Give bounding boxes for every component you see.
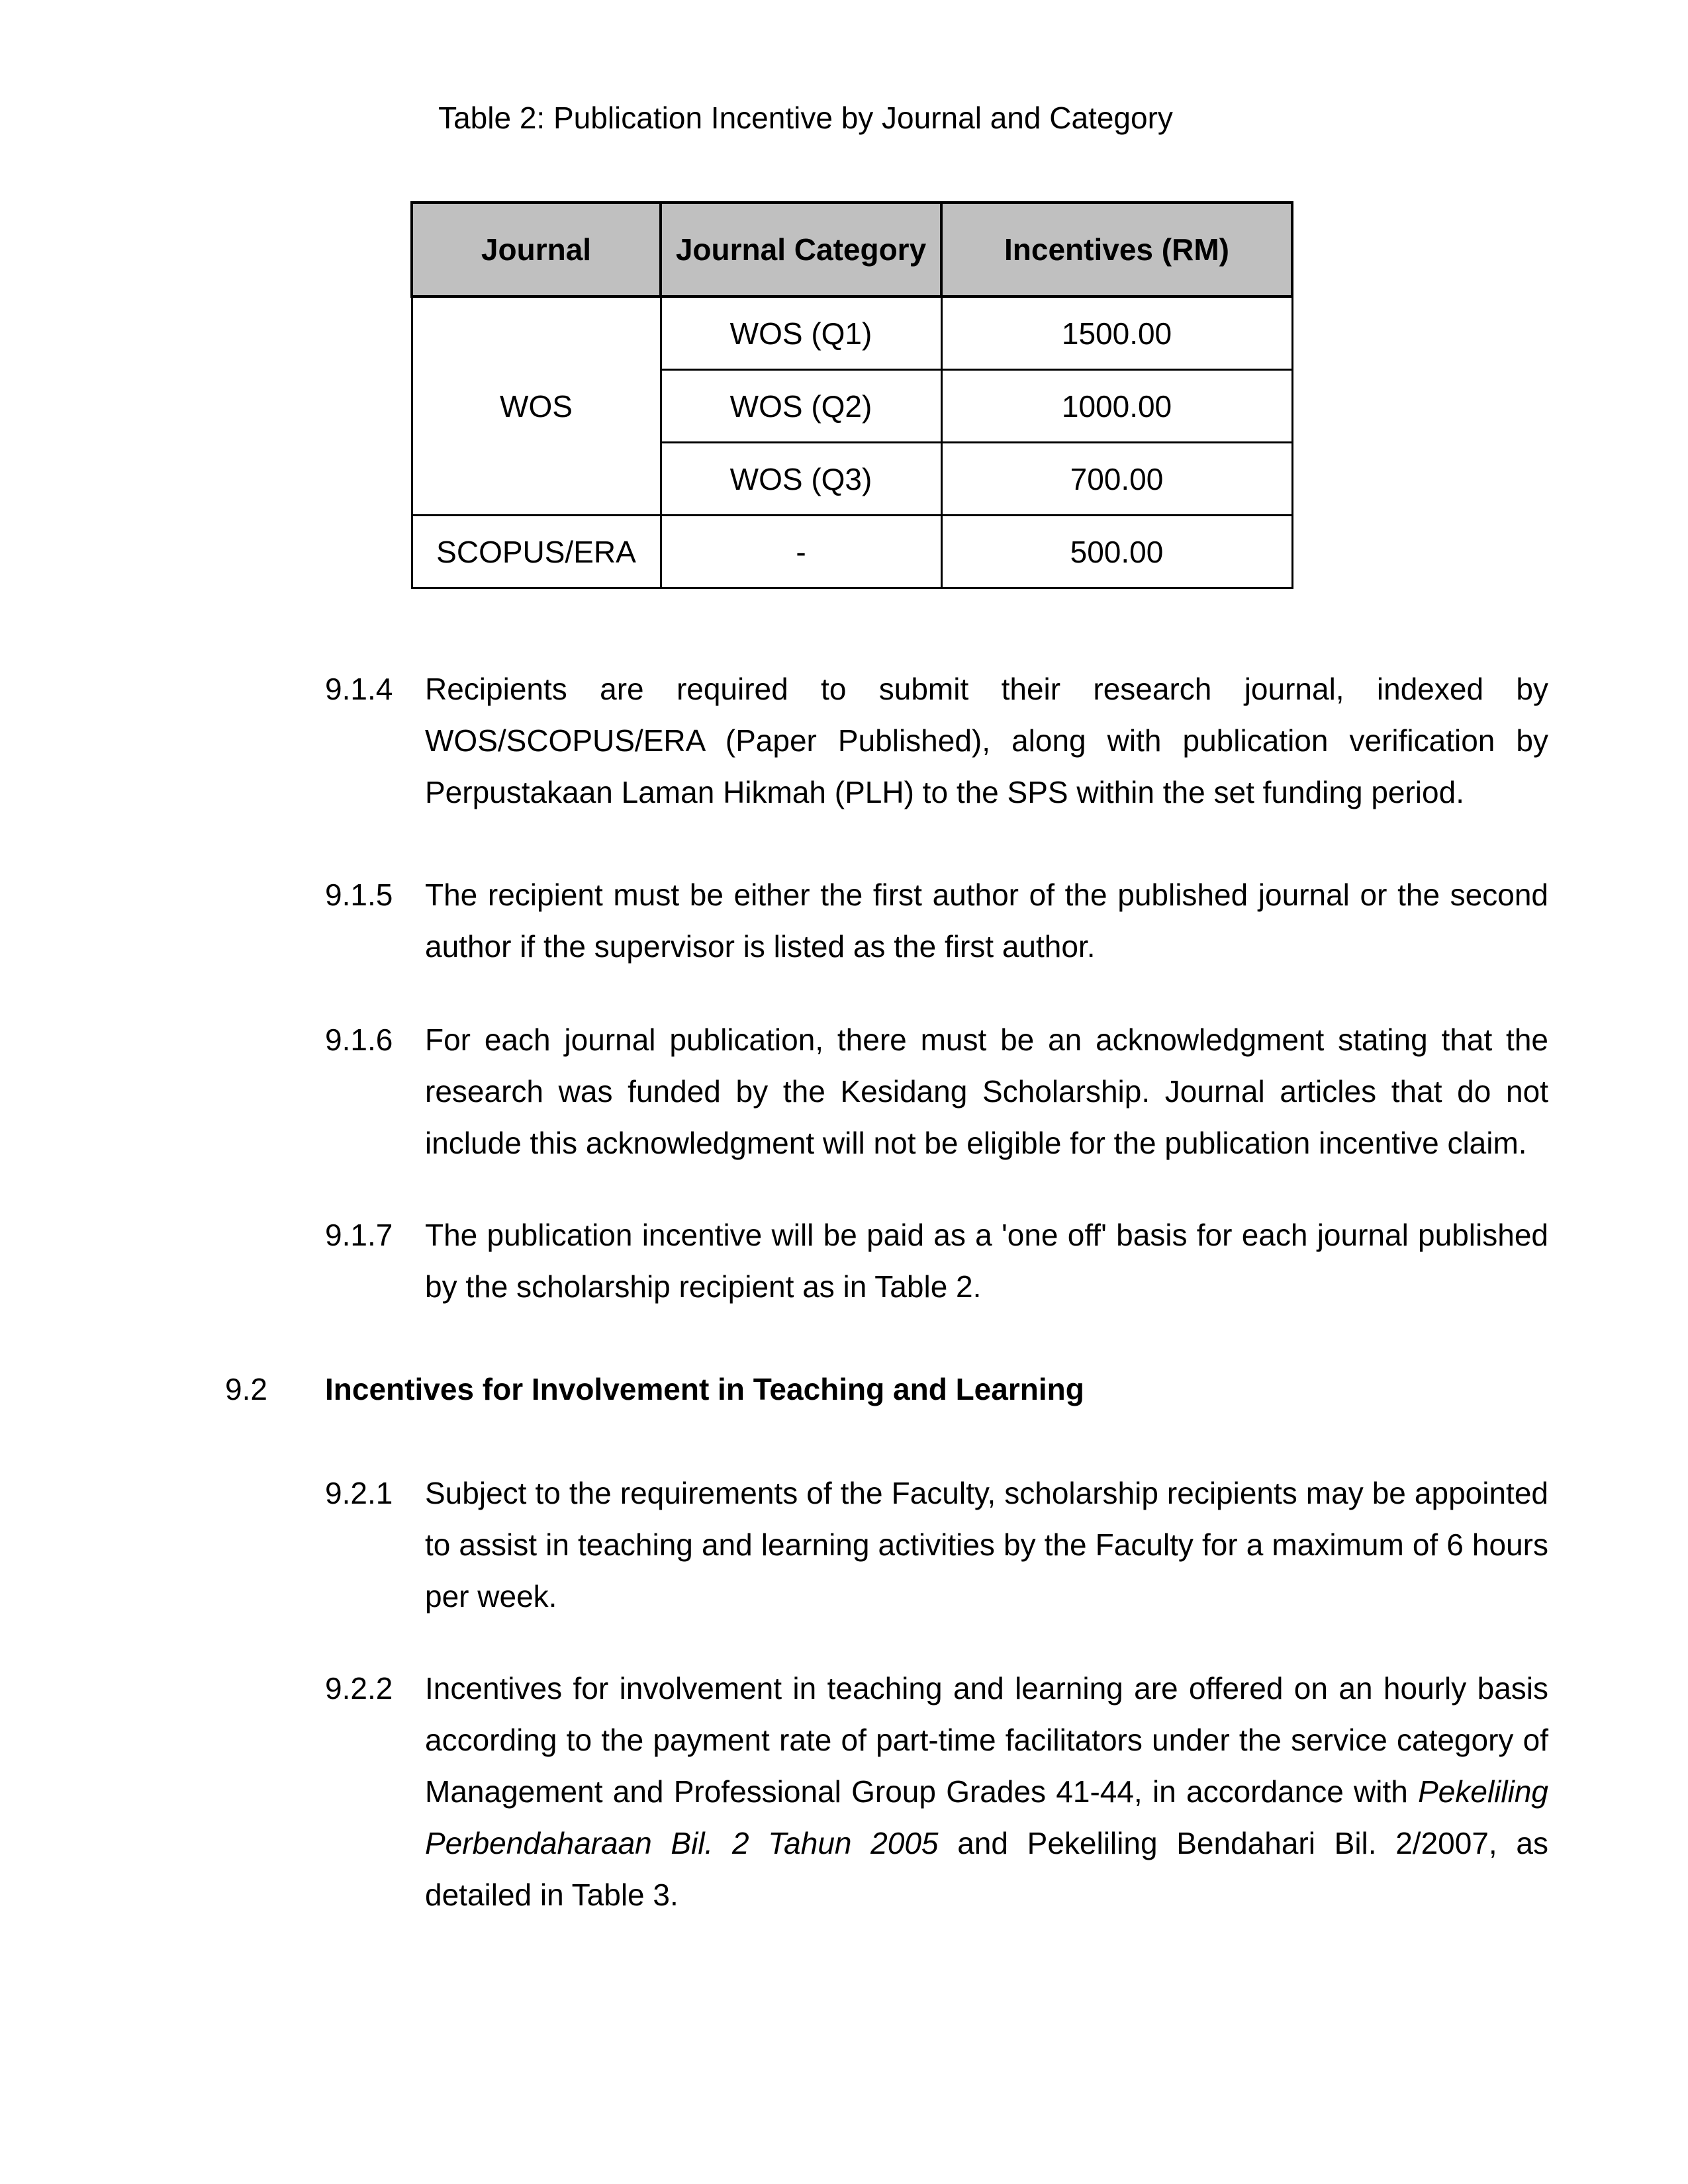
clause-9-1-7	[325, 1209, 1548, 1312]
clause-number: 9.1.6	[325, 1023, 393, 1057]
cell-incentive: 500.00	[941, 516, 1292, 588]
clause-9-1-5	[325, 869, 1548, 972]
table-caption-text: Table 2: Publication Incentive by Journal and Category	[438, 101, 1173, 135]
clause-number: 9.1.5	[325, 878, 393, 912]
clause-number: 9.2.1	[325, 1476, 393, 1510]
cell-category: WOS (Q1)	[661, 296, 941, 370]
table-row	[412, 296, 1292, 370]
circular-reference-italic: Pekeliling Perbendaharaan Bil. 2 Tahun 2005	[425, 1774, 1548, 1860]
cell-category: -	[661, 516, 941, 588]
clause-text: Recipients are required to submit their research journal, indexed by WOS/SCOPUS/ERA (Paper Published), along with publication verification by Perpustakaan Laman Hikmah (PLH) to the SPS within the set funding period.	[425, 672, 1548, 809]
table-row	[412, 516, 1292, 588]
section-number: 9.2	[225, 1372, 267, 1406]
clause-text: The recipient must be either the first author of the published journal or the second author if the supervisor is listed as the first author.	[425, 878, 1548, 964]
clause-number: 9.1.7	[325, 1218, 393, 1252]
header-journal-category: Journal Category	[661, 203, 941, 296]
publication-incentive-table	[410, 201, 1293, 589]
cell-journal-scopus: SCOPUS/ERA	[412, 516, 661, 588]
header-incentives: Incentives (RM)	[941, 203, 1292, 296]
clause-text-part: and Pekeliling Bendahari Bil. 2/2007, as detailed in Table 3.	[425, 1826, 1548, 1912]
clause-text: Subject to the requirements of the Faculty, scholarship recipients may be appointed to assist in teaching and learning activities by the Faculty for a maximum of 6 hours per week.	[425, 1476, 1548, 1614]
clause-text: The publication incentive will be paid as a 'one off' basis for each journal published by the scholarship recipient as in Table 2.	[425, 1218, 1548, 1304]
clause-text	[425, 1662, 1548, 1921]
cell-incentive: 700.00	[941, 443, 1292, 516]
table-header-row	[412, 203, 1292, 296]
clause-number: 9.2.2	[325, 1671, 393, 1706]
clause-text-part: Incentives for involvement in teaching and learning are offered on an hourly basis according to the payment rate of part-time facilitators under the service category of Management and Professional Group Grades 41-44, in accordance with	[425, 1671, 1548, 1809]
cell-category: WOS (Q3)	[661, 443, 941, 516]
section-title: Incentives for Involvement in Teaching and Learning	[325, 1372, 1084, 1406]
clause-9-2-1	[325, 1467, 1548, 1622]
cell-journal-wos: WOS	[412, 296, 661, 516]
cell-category: WOS (Q2)	[661, 370, 941, 443]
header-journal: Journal	[412, 203, 661, 296]
cell-incentive: 1500.00	[941, 296, 1292, 370]
clause-9-1-4	[325, 663, 1548, 818]
clause-text: For each journal publication, there must be an acknowledgment stating that the research was funded by the Kesidang Scholarship. Journal articles that do not include this acknowledgment will not be eligible for the publication incentive claim.	[425, 1023, 1548, 1160]
clause-9-2-2	[325, 1662, 1548, 1921]
clause-9-1-6	[325, 1014, 1548, 1169]
cell-incentive: 1000.00	[941, 370, 1292, 443]
clause-number: 9.1.4	[325, 672, 393, 706]
table-caption	[0, 98, 1688, 138]
